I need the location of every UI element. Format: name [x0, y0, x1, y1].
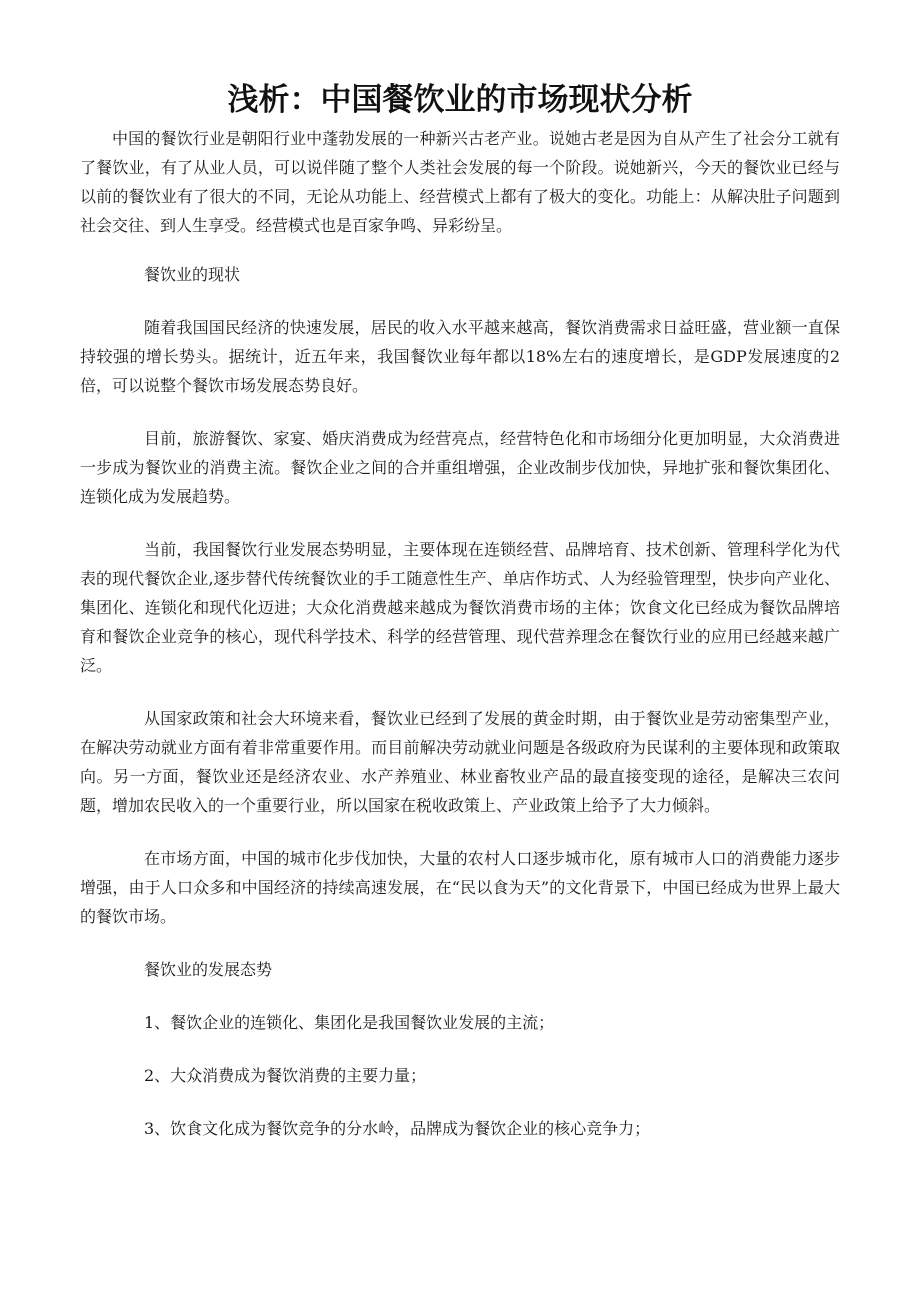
document-page	[80, 78, 840, 1143]
paragraph-growth: 随着我国国民经济的快速发展，居民的收入水平越来越高，餐饮消费需求日益旺盛，营业额一直保持较强的增长势头。据统计，近五年来，我国餐饮业每年都以18%左右的速度增长，是GDP发展速度的2倍，可以说整个餐饮市场发展态势良好。	[80, 318, 840, 395]
document-title: 浅析：中国餐饮业的市场现状分析	[227, 82, 693, 118]
paragraph-policy-environment: 从国家政策和社会大环境来看，餐饮业已经到了发展的黄金时期，由于餐饮业是劳动密集型产业，在解决劳动就业方面有着非常重要作用。而目前解决劳动就业问题是各级政府为民谋利的主要体现和政策取向。另一方面，餐饮业还是经济农业、水产养殖业、林业畜牧业产品的最直接变现的途径，是解决三农问题，增加农民收入的一个重要行业，所以国家在税收政策上、产业政策上给予了大力倾斜。	[80, 709, 840, 815]
section-heading-trends: 餐饮业的发展态势	[144, 960, 273, 979]
list-item-3: 3、饮食文化成为餐饮竞争的分水岭，品牌成为餐饮企业的核心竞争力；	[144, 1119, 651, 1138]
list-item-2: 2、大众消费成为餐饮消费的主要力量；	[144, 1066, 427, 1085]
paragraph-current-trends: 目前，旅游餐饮、家宴、婚庆消费成为经营亮点，经营特色化和市场细分化更加明显，大众消费进一步成为餐饮业的消费主流。餐饮企业之间的合并重组增强，企业改制步伐加快，异地扩张和餐饮集团化、连锁化成为发展趋势。	[80, 429, 840, 506]
paragraph-development-momentum: 当前，我国餐饮行业发展态势明显，主要体现在连锁经营、品牌培育、技术创新、管理科学化为代表的现代餐饮企业,逐步替代传统餐饮业的手工随意性生产、单店作坊式、人为经验管理型，快步向产业化、集团化、连锁化和现代化迈进；大众化消费越来越成为餐饮消费市场的主体；饮食文化已经成为餐饮品牌培育和餐饮企业竞争的核心，现代科学技术、科学的经营管理、现代营养理念在餐饮行业的应用已经越来越广泛。	[80, 540, 840, 675]
section-heading-status: 餐饮业的现状	[144, 265, 241, 284]
paragraph-market-aspect: 在市场方面，中国的城市化步伐加快，大量的农村人口逐步城市化，原有城市人口的消费能力逐步增强，由于人口众多和中国经济的持续高速发展，在“民以食为天”的文化背景下，中国已经成为世界上最大的餐饮市场。	[80, 849, 840, 926]
list-item-1: 1、餐饮企业的连锁化、集团化是我国餐饮业发展的主流；	[144, 1013, 555, 1032]
intro-paragraph: 中国的餐饮行业是朝阳行业中蓬勃发展的一种新兴古老产业。说她古老是因为自从产生了社会分工就有了餐饮业，有了从业人员，可以说伴随了整个人类社会发展的每一个阶段。说她新兴，今天的餐饮业已经与以前的餐饮业有了很大的不同，无论从功能上、经营模式上都有了极大的变化。功能上：从解决肚子问题到社会交往、到人生享受。经营模式也是百家争鸣、异彩纷呈。	[80, 129, 840, 235]
